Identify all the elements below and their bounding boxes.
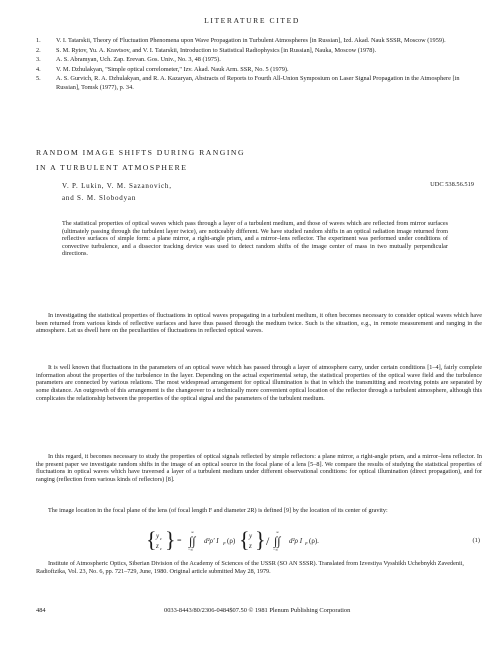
equation-1 bbox=[36, 529, 482, 553]
body-paragraph: In this regard, it becomes necessary to study the properties of optical signals reflected by simple reflectors: a plane mirror, a right-angle prism, and a mirror–lens reflector. In the present paper we investigate random shifts in the image of an optical source in the focal plane of a lens [5–8]. We compare the results of studying the statistical properties of fluctuations in optical waves which have traversed a layer of a turbulent medium under different observational conditions: for optical illumination (direct propagation), and for ranging (reflection from various kinds of reflectors) [8]. bbox=[36, 453, 482, 484]
reference-text: S. M. Rytov, Yu. A. Kravtsov, and V. I. Tatarskii, Introduction to Statistical Radiophysics [in Russian], Nauka, Moscow (1978). bbox=[56, 46, 377, 54]
affiliation-footnote: Institute of Atmospheric Optics, Siberian Division of the Academy of Sciences of the USSR (SO AN SSSR). Translated from Izvestiya Vysshikh Uchebnykh Zavedenii, Radiofizika, Vol. 23, No. 6, pp. 721–729, June, 1980. Original article submitted May 28, 1979. bbox=[36, 560, 464, 575]
authors-line: V. P. Lukin, V. M. Sazanovich, bbox=[62, 182, 172, 190]
body-paragraph: The image location in the focal plane of the lens (of focal length F and diameter 2R) is defined [9] by the location of its center of gravity: bbox=[48, 507, 388, 514]
svg-text:{: { bbox=[146, 529, 157, 552]
reference-list bbox=[36, 37, 484, 93]
page-number: 484 bbox=[36, 607, 46, 614]
body-paragraph: It is well known that fluctuations in the parameters of an optical wave which has passed through a layer of atmosphere carry, under certain conditions [1–4], fairly complete information about the properties of the turbulence in the layer. Depending on the actual experimental setup, the statistical properties of the optical wave field and the turbulence parameters are connected by various relations. The most widespread arrangement for optical illumination is that in which the transmitting and receiving points are separated by some distance. An outgrowth of this arrangement is the changeover to a technically more convenient optical location of the reflector through a turbulent atmosphere, although this complicates the relationship between the properties of the optical signal and the parameters of the turbulent medium. bbox=[36, 364, 482, 402]
abstract: The statistical properties of optical waves which pass through a layer of a turbulent medium, and those of waves which are reflected from mirror surfaces (ultimately passing through the turbulent layer twice), are noticeably different. We have studied random shifts in an optical radiation image returned from reflective surfaces of simple form: a plane mirror, a right-angle prism, and a mirror–lens reflector. The experiment was performed under conditions of convective turbulence, and a dissector tracking device was used to detect random shifts of the image center of mass in two mutually perpendicular directions. bbox=[62, 220, 448, 258]
svg-text:c: c bbox=[160, 536, 162, 541]
reference-text: V. I. Tatarskii, Theory of Fluctuation Phenomena upon Wave Propagation in Turbulent Atmospheres [in Russian], Izd. Akad. Nauk SSSR, Moscow (1959). bbox=[56, 37, 446, 44]
reference-item bbox=[36, 47, 484, 55]
reference-number: 3. bbox=[36, 56, 41, 64]
reference-item bbox=[36, 66, 484, 74]
article-title bbox=[36, 145, 245, 175]
reference-item bbox=[36, 56, 484, 64]
reference-number: 5. bbox=[36, 75, 41, 83]
svg-text:}: } bbox=[165, 529, 176, 552]
svg-text:}: } bbox=[255, 529, 266, 552]
svg-text:y: y bbox=[156, 532, 160, 540]
equation-image bbox=[36, 529, 482, 553]
svg-text:/: / bbox=[266, 534, 270, 548]
svg-text:F: F bbox=[305, 541, 308, 546]
copyright-line: 0033-8443/80/2306-0484$07.50 © 1981 Plenum Publishing Corporation bbox=[164, 607, 351, 614]
reference-number: 2. bbox=[36, 46, 41, 54]
svg-text:y: y bbox=[249, 532, 253, 540]
reference-item bbox=[36, 37, 484, 45]
svg-text:(ρ): (ρ) bbox=[227, 537, 236, 545]
reference-number: 4. bbox=[36, 65, 41, 73]
udc-code: UDC 538.56.519 bbox=[430, 181, 474, 188]
literature-cited-heading: LITERATURE CITED bbox=[204, 16, 300, 25]
svg-text:−∞: −∞ bbox=[188, 547, 194, 552]
svg-text:d²ρ′ I: d²ρ′ I bbox=[204, 537, 219, 545]
svg-text:−∞: −∞ bbox=[273, 547, 279, 552]
svg-text:∫∫: ∫∫ bbox=[274, 534, 281, 548]
reference-text: A. S. Abramyan, Uch. Zap. Erevan. Gos. Univ., No. 3, 48 (1975). bbox=[56, 56, 221, 64]
svg-text:F: F bbox=[223, 541, 226, 546]
svg-text:(ρ).: (ρ). bbox=[309, 537, 319, 545]
article-title-line: IN A TURBULENT ATMOSPHERE bbox=[36, 163, 188, 172]
svg-text:z: z bbox=[156, 542, 159, 550]
article-authors bbox=[62, 181, 172, 205]
body-paragraph: In investigating the statistical properties of fluctuations in optical waves propagating in a turbulent medium, it often becomes necessary to consider optical waves which have been returned from various kinds of reflective surfaces and have thus passed through the medium twice. Such is the situation, e.g., in remote measurement and ranging in the atmosphere. Let us dwell here on the peculiarities of fluctuations in reflected optical waves. bbox=[36, 312, 482, 335]
equation-number: (1) bbox=[472, 537, 480, 544]
svg-text:∞: ∞ bbox=[191, 529, 194, 535]
reference-text: A. S. Gurvich, R. A. Dzhulakyan, and R. A. Kazaryan, Abstracts of Reports to Fourth All-Union Symposium on Laser Signal Propagation in the Atmosphere [in Russian], Tomsk (1977), p. 34. bbox=[56, 75, 460, 91]
svg-text:d²ρ I: d²ρ I bbox=[289, 537, 303, 545]
reference-number: 1. bbox=[36, 37, 41, 44]
svg-text:c: c bbox=[160, 546, 162, 551]
svg-text:{: { bbox=[239, 529, 250, 552]
reference-item bbox=[36, 75, 484, 92]
svg-text:∞: ∞ bbox=[276, 529, 279, 535]
article-title-line: RANDOM IMAGE SHIFTS DURING RANGING bbox=[36, 148, 246, 157]
authors-line: and S. M. Slobodyan bbox=[62, 193, 137, 202]
reference-text: V. M. Dzhulakyan, "Simple optical correlometer," Izv. Akad. Nauk Arm. SSR, No. 5 (1979). bbox=[56, 65, 289, 73]
svg-text:z: z bbox=[249, 542, 252, 550]
svg-text:=: = bbox=[177, 536, 182, 545]
svg-text:∫∫: ∫∫ bbox=[189, 534, 196, 548]
